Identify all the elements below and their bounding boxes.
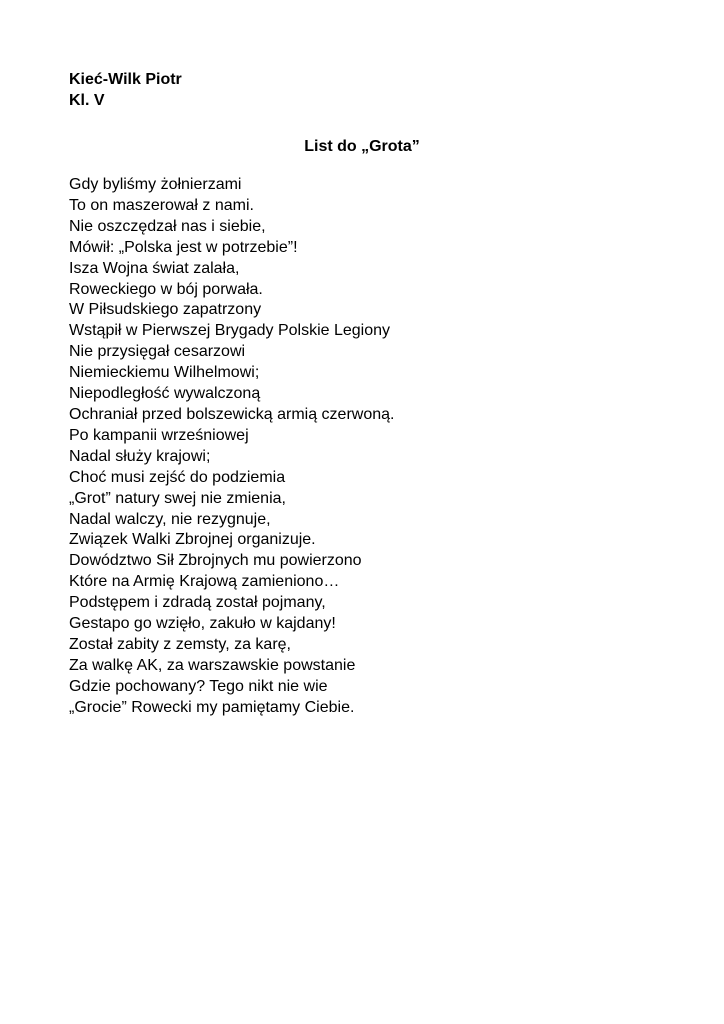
poem-line: Gdzie pochowany? Tego nikt nie wie — [69, 677, 328, 695]
poem-line: Nadal walczy, nie rezygnuje, — [69, 510, 271, 528]
poem-line: Mówił: „Polska jest w potrzebie”! — [69, 238, 298, 256]
poem-line: Isza Wojna świat zalała, — [69, 259, 240, 277]
poem-line: Choć musi zejść do podziemia — [69, 468, 286, 486]
poem-line: Ochraniał przed bolszewicką armią czerwoną. — [69, 405, 395, 423]
poem-line: Podstępem i zdradą został pojmany, — [69, 594, 326, 612]
poem-line: Dowództwo Sił Zbrojnych mu powierzono — [69, 552, 362, 570]
poem-line: Nie przysięgał cesarzowi — [69, 343, 246, 361]
poem-line: Za walkę AK, za warszawskie powstanie — [69, 656, 356, 674]
poem-body — [69, 175, 394, 719]
poem-line: „Grot” natury swej nie zmienia, — [69, 489, 286, 507]
poem-line: Gestapo go wzięło, zakuło w kajdany! — [69, 615, 336, 633]
author-block — [69, 69, 182, 111]
poem-line: Gdy byliśmy żołnierzami — [69, 176, 242, 193]
poem-line: Roweckiego w bój porwała. — [69, 280, 263, 298]
poem-line: To on maszerował z nami. — [69, 196, 254, 214]
poem-line: Związek Walki Zbrojnej organizuje. — [69, 531, 316, 549]
poem-line: W Piłsudskiego zapatrzony — [69, 301, 262, 319]
poem-title: List do „Grota” — [304, 138, 420, 155]
poem-line: Po kampanii wrześniowej — [69, 426, 249, 444]
poem-line: Niepodległość wywalczoną — [69, 385, 261, 403]
poem-line: Nadal służy krajowi; — [69, 447, 211, 465]
poem-line: Niemieckiemu Wilhelmowi; — [69, 364, 260, 382]
poem-line: „Grocie” Rowecki my pamiętamy Ciebie. — [69, 698, 355, 716]
author-name: Kieć-Wilk Piotr — [69, 71, 182, 88]
class-label: Kl. V — [69, 92, 105, 109]
poem-line: Nie oszczędzał nas i siebie, — [69, 217, 266, 235]
poem-line: Które na Armię Krajową zamieniono… — [69, 573, 340, 591]
poem-line: Został zabity z zemsty, za karę, — [69, 635, 291, 653]
poem-line: Wstąpił w Pierwszej Brygady Polskie Legiony — [69, 322, 391, 340]
